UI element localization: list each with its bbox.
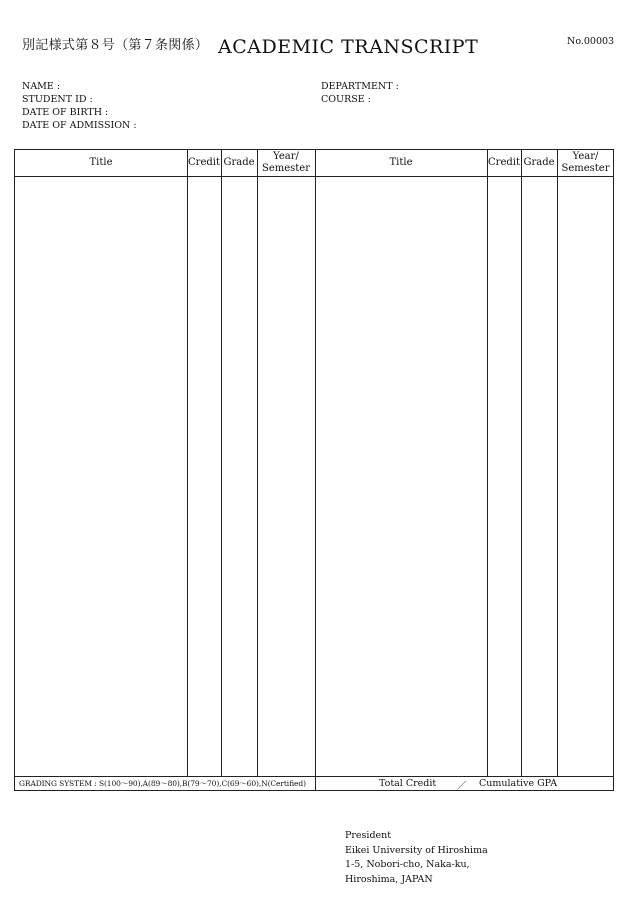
column-divider	[487, 150, 488, 777]
column-divider	[221, 150, 222, 777]
department-label: DEPARTMENT :	[321, 81, 399, 92]
university-name: Eikei University of Hiroshima	[345, 844, 488, 856]
header-year-semester-right: Year/ Semester	[561, 151, 610, 174]
form-code: 別記様式第８号（第７条関係）	[22, 38, 209, 53]
date-of-birth-label: DATE OF BIRTH :	[22, 107, 109, 118]
header-year-semester-left: Year/ Semester	[261, 151, 311, 174]
transcript-table	[14, 149, 614, 791]
header-title-left: Title	[89, 157, 113, 168]
grading-system-note: GRADING SYSTEM : S(100～90),A(89～80),B(79～70),C(69～60),N(Certified)	[19, 779, 306, 788]
address-line-2: Hiroshima, JAPAN	[345, 873, 433, 885]
cumulative-gpa-label: Cumulative GPA	[479, 778, 558, 789]
date-of-admission-label: DATE OF ADMISSION :	[22, 120, 137, 131]
column-divider	[521, 150, 522, 777]
header-grade-left: Grade	[223, 157, 255, 168]
header-credit-right: Credit	[488, 157, 520, 168]
student-id-label: STUDENT ID :	[22, 94, 93, 105]
header-divider	[15, 176, 613, 177]
course-label: COURSE :	[321, 94, 371, 105]
totals-footer	[315, 777, 613, 790]
name-label: NAME :	[22, 81, 61, 92]
center-divider	[315, 150, 316, 790]
column-divider	[187, 150, 188, 777]
header-title-right: Title	[389, 157, 413, 168]
header-credit-left: Credit	[188, 157, 220, 168]
column-divider	[557, 150, 558, 777]
address-line-1: 1-5, Nobori-cho, Naka-ku,	[345, 859, 470, 870]
header-grade-right: Grade	[523, 157, 555, 168]
student-fields-right	[321, 80, 399, 106]
slash-separator: ／	[457, 781, 467, 792]
student-fields-left	[22, 80, 137, 132]
signature-block	[345, 829, 488, 887]
document-number: No.00003	[567, 36, 615, 47]
signatory-title: President	[345, 830, 392, 841]
column-divider	[257, 150, 258, 777]
total-credit-label: Total Credit	[379, 778, 437, 789]
document-title: ACADEMIC TRANSCRIPT	[218, 36, 479, 58]
